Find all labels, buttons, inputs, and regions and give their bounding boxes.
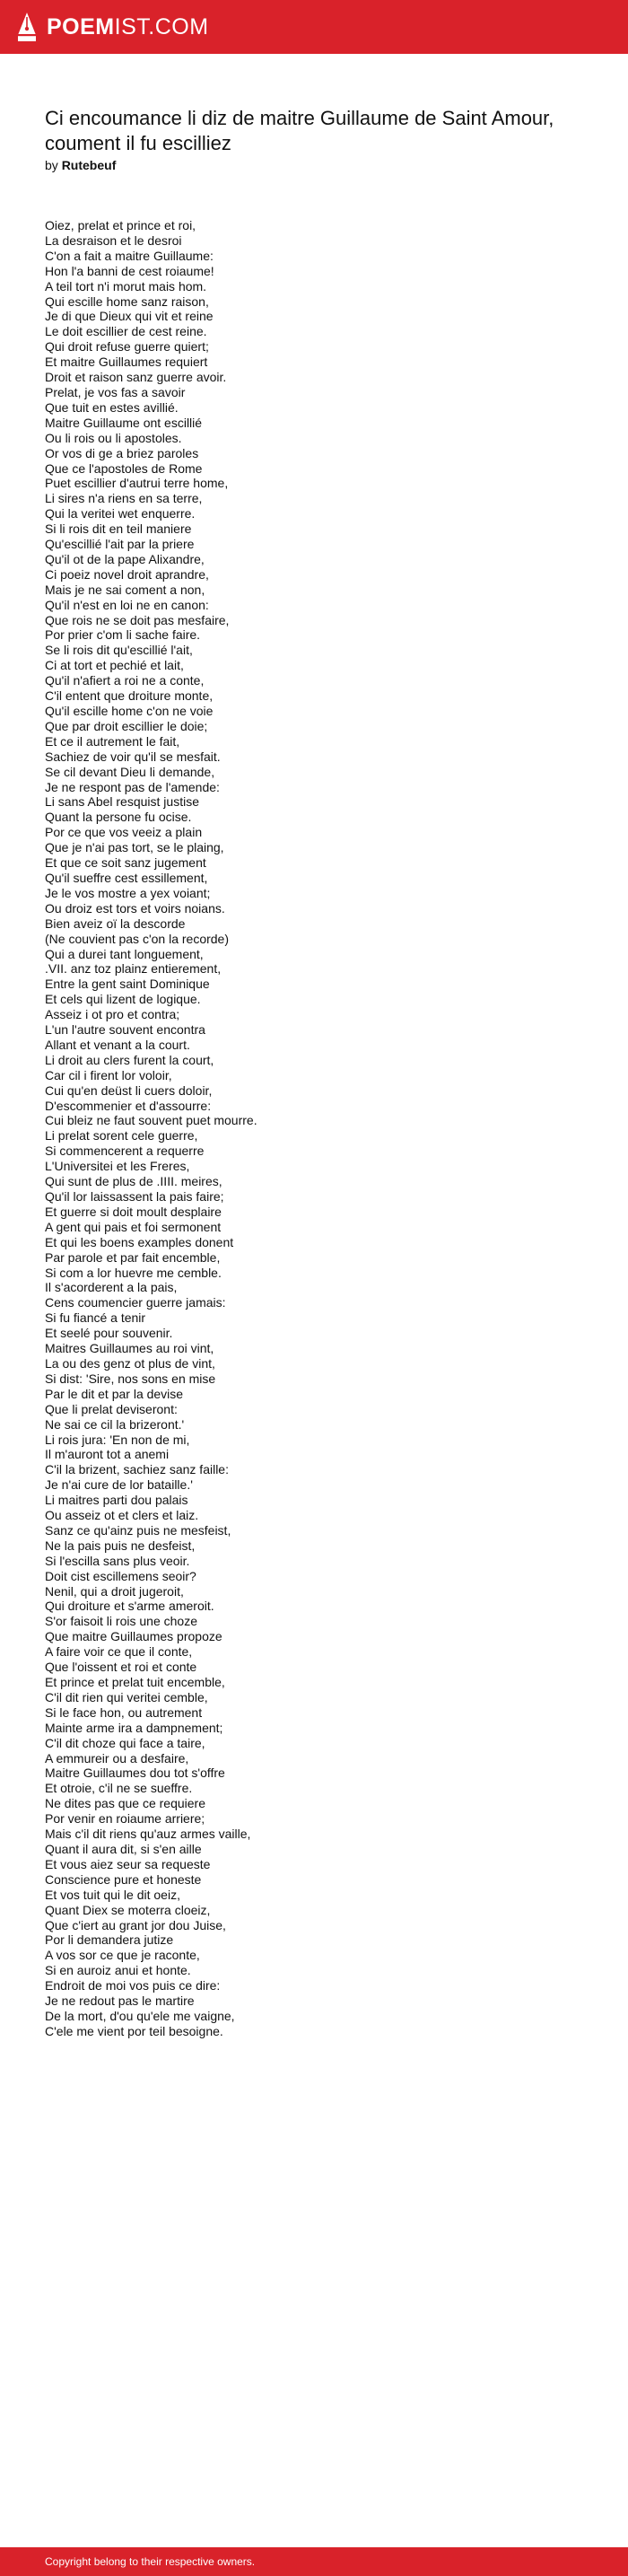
poem-line: Por prier c'om li sache faire.	[45, 627, 201, 643]
poem-line: L'un l'autre souvent encontra	[45, 1022, 205, 1038]
poem-line: Ou asseiz ot et clers et laiz.	[45, 1508, 199, 1523]
poem-line: Li rois jura: 'En non de mi,	[45, 1432, 190, 1447]
poem-line: Si l'escilla sans plus veoir.	[45, 1553, 190, 1568]
poem-line: Je le vos mostre a yex voiant;	[45, 885, 211, 900]
poem-line: Li sires n'a riens en sa terre,	[45, 491, 203, 506]
poem-line: Maitre Guillaume ont escillié	[45, 415, 203, 430]
poem-line: Je di que Dieux qui vit et reine	[45, 309, 214, 324]
poem-line: Droit et raison sanz guerre avoir.	[45, 370, 227, 385]
poem-line: Si fu fiancé a tenir	[45, 1310, 146, 1326]
poem-line: Maitres Guillaumes au roi vint,	[45, 1341, 214, 1356]
poem-line: Ou li rois ou li apostoles.	[45, 430, 182, 445]
author-link[interactable]: Rutebeuf	[61, 158, 117, 172]
poem-line: Que tuit en estes avillié.	[45, 399, 179, 415]
poem-line: C'ele me vient por teil besoigne.	[45, 2023, 223, 2038]
poem-line: Par parole et par fait encemble,	[45, 1249, 221, 1265]
poem-line: C'il la brizent, sachiez sanz faille:	[45, 1462, 229, 1477]
poem-line: Ci poeiz novel droit aprandre,	[45, 566, 209, 582]
poem-line: Prelat, je vos fas a savoir	[45, 384, 186, 399]
site-logo-text	[47, 12, 209, 42]
poem-line: Qui sunt de plus de .IIII. meires,	[45, 1174, 222, 1189]
site-logo-link[interactable]	[16, 12, 209, 42]
poem-line: Sachiez de voir qu'il se mesfait.	[45, 749, 221, 764]
poem-line: Si le face hon, ou autrement	[45, 1704, 203, 1720]
poem-line: Maitre Guillaumes dou tot s'offre	[45, 1766, 225, 1781]
poem-line: Quant Diex se moterra cloeiz,	[45, 1902, 211, 1917]
pen-nib-icon	[16, 12, 38, 42]
poem-line: A vos sor ce que je raconte,	[45, 1948, 200, 1963]
poem-line: Por ce que vos veeiz a plain	[45, 825, 203, 840]
poem-line: D'escommenier et d'assourre:	[45, 1098, 212, 1113]
poem-line: Qui droiture et s'arme ameroit.	[45, 1599, 214, 1614]
poem-line: A teil tort n'i morut mais hom.	[45, 278, 207, 294]
poem-line: Que l'oissent et roi et conte	[45, 1660, 197, 1675]
poem-line: Qu'escillié l'ait par la priere	[45, 537, 195, 552]
poem-line: Et maitre Guillaumes requiert	[45, 355, 208, 370]
poem-line: Doit cist escillemens seoir?	[45, 1568, 196, 1583]
poem-line: Que li prelat deviseront:	[45, 1401, 178, 1416]
poem-line: Que rois ne se doit pas mesfaire,	[45, 612, 230, 627]
poem-line: Et vos tuit qui le dit oeiz,	[45, 1887, 180, 1902]
poem-line: Qui a durei tant longuement,	[45, 946, 204, 961]
poem-line: Por venir en roiaume arriere;	[45, 1811, 205, 1827]
poem-line: Puet escillier d'autrui terre home,	[45, 476, 229, 491]
poem-line: Li prelat sorent cele guerre,	[45, 1128, 198, 1143]
poem-line: Et qui les boens examples donent	[45, 1234, 234, 1249]
poem-line: Bien aveiz oï la descorde	[45, 916, 186, 931]
by-label: by	[45, 158, 58, 172]
poem-line: Si li rois dit en teil maniere	[45, 521, 192, 537]
poem-line: Nenil, qui a droit jugeroit,	[45, 1583, 184, 1599]
poem-line: Qu'il escille home c'on ne voie	[45, 704, 214, 718]
poem-line: Cui qu'en deüst li cuers doloir,	[45, 1082, 213, 1098]
poem-line: S'or faisoit li rois une choze	[45, 1614, 197, 1629]
poem-line: Li maitres parti dou palais	[45, 1493, 188, 1508]
poem-line: C'il dit rien qui veritei cemble,	[45, 1689, 208, 1704]
poem-line: Mainte arme ira a dampnement;	[45, 1720, 223, 1735]
poem-body	[45, 218, 601, 2039]
poem-line: A emmureir ou a desfaire,	[45, 1750, 189, 1766]
poem-line: Qu'il lor laissassent la pais faire;	[45, 1189, 224, 1204]
poem-line: Se cil devant Dieu li demande,	[45, 764, 215, 779]
poem-line: Et ce il autrement le fait,	[45, 733, 180, 749]
poem-line: Mais c'il dit riens qu'auz armes vaille,	[45, 1827, 251, 1842]
poem-line: L'Universitei et les Freres,	[45, 1159, 190, 1174]
poem-line: Qui la veritei wet enquerre.	[45, 506, 196, 521]
poem-line: Ne la pais puis ne desfeist,	[45, 1538, 196, 1553]
poem-line: Qu'il n'est en loi ne en canon:	[45, 597, 209, 612]
poem-line: Por li demandera jutize	[45, 1932, 174, 1948]
poem-line: Et vous aiez seur sa requeste	[45, 1856, 211, 1871]
poem-line: Je n'ai cure de lor bataille.'	[45, 1477, 193, 1493]
poem-line: Qu'il n'afiert a roi ne a conte,	[45, 673, 205, 688]
poem-line: Si com a lor huevre me cemble.	[45, 1265, 222, 1280]
poem-line: Ne sai ce cil la brizeront.'	[45, 1416, 185, 1432]
poem-line: C'on a fait a maitre Guillaume:	[45, 248, 214, 263]
poem-line: Conscience pure et honeste	[45, 1871, 202, 1887]
poem-line: Que ce l'apostoles de Rome	[45, 460, 203, 476]
poem-line: Que par droit escillier le doie;	[45, 718, 208, 733]
poem-byline	[45, 156, 116, 174]
poem-line: Je ne redout pas le martire	[45, 1993, 195, 2009]
poem-line: Et prince et prelat tuit encemble,	[45, 1675, 225, 1689]
poem-line: Allant et venant a la court.	[45, 1037, 190, 1052]
poem-line: Asseiz i ot pro et contra;	[45, 1007, 180, 1022]
poem-line: Et seelé pour souvenir.	[45, 1326, 173, 1341]
poem-line: Que maitre Guillaumes propoze	[45, 1629, 222, 1644]
poem-line: Cens coumencier guerre jamais:	[45, 1295, 226, 1310]
poem-line: Je ne respont pas de l'amende:	[45, 779, 220, 794]
poem-line: C'il entent que droiture monte,	[45, 688, 214, 704]
site-header	[0, 0, 628, 54]
poem-line: Li droit au clers furent la court,	[45, 1052, 214, 1067]
poem-line: Et guerre si doit moult desplaire	[45, 1204, 222, 1219]
poem-line: Si en auroiz anui et honte.	[45, 1963, 191, 1978]
poem-line: Hon l'a banni de cest roiaume!	[45, 263, 214, 278]
poem-line: A gent qui pais et foi sermonent	[45, 1219, 222, 1234]
poem-line: Entre la gent saint Dominique	[45, 977, 210, 992]
poem-line: De la mort, d'ou qu'ele me vaigne,	[45, 2008, 235, 2023]
poem-line: Sanz ce qu'ainz puis ne mesfeist,	[45, 1522, 231, 1538]
poem-line: Qui droit refuse guerre quiert;	[45, 339, 209, 355]
poem-line: Qu'il ot de la pape Alixandre,	[45, 551, 205, 566]
poem-line: Et otroie, c'il ne se sueffre.	[45, 1781, 193, 1796]
poem-line: Par le dit et par la devise	[45, 1386, 184, 1401]
poem-line: Ne dites pas que ce requiere	[45, 1796, 205, 1811]
site-footer	[0, 2547, 628, 2576]
logo-text-bold: POEM	[47, 14, 115, 39]
poem-line: C'il dit choze qui face a taire,	[45, 1735, 205, 1750]
poem-line: Car cil i firent lor voloir,	[45, 1067, 172, 1082]
poem-line: Endroit de moi vos puis ce dire:	[45, 1978, 221, 1993]
poem-line: Si commencerent a requerre	[45, 1143, 205, 1159]
poem-line: Ou droiz est tors et voirs noians.	[45, 900, 225, 916]
poem-line: Et cels qui lizent de logique.	[45, 992, 201, 1007]
poem-line: Ci at tort et pechié et lait,	[45, 658, 184, 673]
poem-line: Li sans Abel resquist justise	[45, 794, 199, 810]
poem-line: .VII. anz toz plainz entierement,	[45, 961, 222, 977]
poem-line: Si dist: 'Sire, nos sons en mise	[45, 1371, 216, 1386]
poem-line: Quant la persone fu ocise.	[45, 810, 192, 825]
poem-line: Et que ce soit sanz jugement	[45, 855, 206, 871]
poem-line: Quant il aura dit, si s'en aille	[45, 1841, 202, 1856]
poem-line: Il s'acorderent a la pais,	[45, 1280, 178, 1295]
poem-line: Qu'il sueffre cest essillement,	[45, 870, 208, 885]
poem-title: Ci encoumance li diz de maitre Guillaume de Saint Amour, coument il fu escilliez	[45, 107, 554, 154]
poem-line: Que je n'ai pas tort, se le plaing,	[45, 840, 224, 855]
footer-copyright: Copyright belong to their respective owners.	[45, 2555, 256, 2568]
poem-line: Il m'auront tot a anemi	[45, 1447, 170, 1462]
poem-line: Or vos di ge a briez paroles	[45, 445, 199, 460]
poem-line: (Ne couvient pas c'on la recorde)	[45, 931, 229, 946]
poem-line: Qui escille home sanz raison,	[45, 294, 209, 309]
poem-line: Que c'iert au grant jor dou Juise,	[45, 1917, 226, 1932]
poem-line: Mais je ne sai coment a non,	[45, 582, 205, 597]
logo-text-light: IST.COM	[114, 14, 209, 39]
poem-line: Oiez, prelat et prince et roi,	[45, 218, 196, 232]
poem-line: La desraison et le desroi	[45, 232, 182, 248]
poem-line: Cui bleiz ne faut souvent puet mourre.	[45, 1113, 257, 1128]
poem-line: Le doit escillier de cest reine.	[45, 324, 207, 339]
poem-line: Se li rois dit qu'escillié l'ait,	[45, 643, 193, 658]
poem-line: A faire voir ce que il conte,	[45, 1644, 193, 1660]
poem-line: La ou des genz ot plus de vint,	[45, 1355, 215, 1371]
